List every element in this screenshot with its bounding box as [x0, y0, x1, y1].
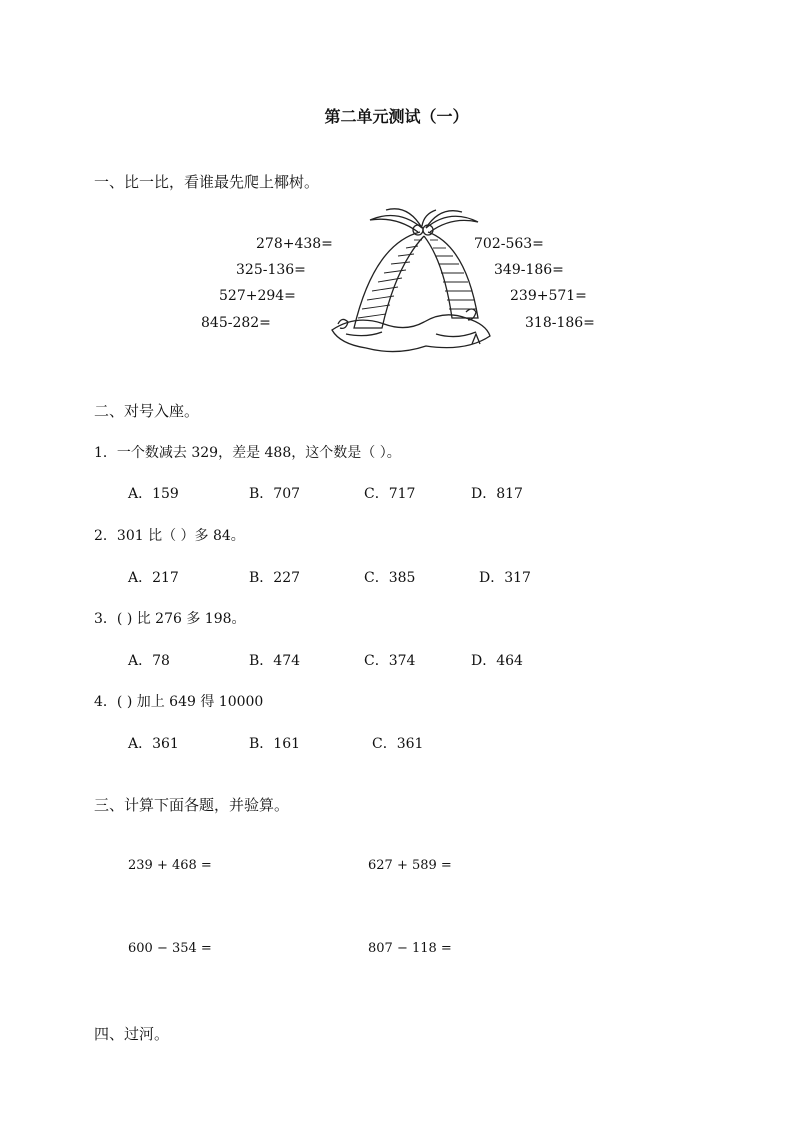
- palm-tree-icon: [326, 206, 494, 358]
- q3-option-c: C．374: [364, 653, 416, 669]
- equation-left-1: 278+438=: [256, 236, 333, 252]
- equation-right-2: 349-186=: [494, 262, 564, 278]
- q2-option-b: B．227: [249, 570, 301, 586]
- q2-option-c: C．385: [364, 570, 416, 586]
- calc-problem-1: 239 + 468 =: [128, 858, 212, 873]
- section-2-heading: 二、对号入座。: [94, 402, 200, 420]
- q1-option-a: A．159: [128, 486, 179, 502]
- q4-option-a: A．361: [128, 736, 179, 752]
- equation-left-3: 527+294=: [219, 288, 296, 304]
- section-4-heading: 四、过河。: [94, 1025, 170, 1043]
- page-title: 第二单元测试（一）: [324, 107, 469, 126]
- equation-left-2: 325-136=: [236, 262, 306, 278]
- q1-option-c: C．717: [364, 486, 416, 502]
- q3-option-a: A．78: [128, 653, 170, 669]
- calc-problem-3: 600 − 354 =: [128, 941, 212, 956]
- q2-option-d: D．317: [479, 570, 531, 586]
- q4-option-c: C．361: [372, 736, 424, 752]
- q1-option-d: D．817: [471, 486, 523, 502]
- question-3: 3．( ) 比 276 多 198。: [94, 611, 246, 627]
- question-2: 2．301 比（ ）多 84。: [94, 528, 245, 544]
- q3-option-d: D．464: [471, 653, 523, 669]
- question-4: 4．( ) 加上 649 得 10000: [94, 694, 264, 710]
- calc-problem-2: 627 + 589 =: [368, 858, 452, 873]
- section-1-heading: 一、比一比，看谁最先爬上椰树。: [94, 173, 320, 191]
- q3-option-b: B．474: [249, 653, 301, 669]
- section-3-heading: 三、计算下面各题，并验算。: [94, 796, 290, 814]
- q2-option-a: A．217: [128, 570, 179, 586]
- equation-right-1: 702-563=: [474, 236, 544, 252]
- equation-right-4: 318-186=: [525, 315, 595, 331]
- calc-problem-4: 807 − 118 =: [368, 941, 452, 956]
- equation-left-4: 845-282=: [201, 315, 271, 331]
- q1-option-b: B．707: [249, 486, 301, 502]
- question-1: 1．一个数减去 329，差是 488，这个数是（ ）。: [94, 445, 401, 461]
- q4-option-b: B．161: [249, 736, 301, 752]
- equation-right-3: 239+571=: [510, 288, 587, 304]
